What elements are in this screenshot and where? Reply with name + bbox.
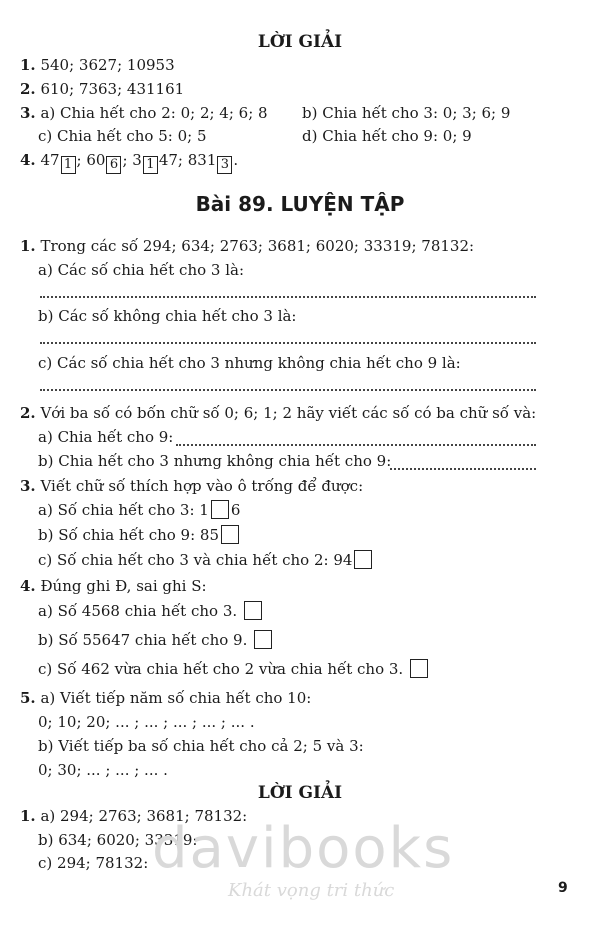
- answer-4-part: 47: [40, 151, 60, 169]
- solutions-heading-2: LỜI GIẢI: [257, 783, 343, 803]
- answer-dotted-line: [390, 468, 536, 470]
- exercise-text: a) Số 4568 chia hết cho 3.: [38, 602, 238, 620]
- exercise-1b: b) Các số không chia hết cho 3 là:: [38, 307, 297, 325]
- empty-answer-box[interactable]: [410, 659, 428, 678]
- empty-answer-box[interactable]: [211, 500, 229, 519]
- lesson-title: Bài 89. LUYỆN TẬP: [195, 192, 405, 216]
- exercise-text: b) Số chia hết cho 9: 85: [38, 526, 220, 544]
- answer-number: 1.: [20, 56, 36, 74]
- answer-3c: c) Chia hết cho 5: 0; 5: [38, 127, 207, 145]
- exercise-text: c) Số chia hết cho 3 và chia hết cho 2: 94: [38, 551, 353, 569]
- solutions-heading-1: LỜI GIẢI: [257, 32, 343, 52]
- answer-2: [20, 79, 184, 99]
- exercise-number: 5.: [20, 689, 36, 707]
- empty-answer-box[interactable]: [254, 630, 272, 649]
- solution-1a: [20, 806, 247, 826]
- exercise-2: [20, 403, 536, 423]
- exercise-text: Trong các số 294; 634; 2763; 3681; 6020; 33319; 78132:: [40, 237, 475, 255]
- filled-box: 1: [61, 156, 76, 174]
- page-number: 9: [558, 880, 568, 896]
- answer-number: 3.: [20, 104, 36, 122]
- solution-number: 1.: [20, 807, 36, 825]
- exercise-number: 3.: [20, 477, 36, 495]
- exercise-3: [20, 476, 363, 496]
- answer-dotted-line: [176, 444, 536, 446]
- answer-3a: a) Chia hết cho 2: 0; 2; 4; 6; 8: [40, 104, 268, 122]
- exercise-text: b) Số 55647 chia hết cho 9.: [38, 631, 248, 649]
- exercise-1a: a) Các số chia hết cho 3 là:: [38, 261, 245, 279]
- solution-1c: c) 294; 78132:: [38, 854, 149, 872]
- exercise-text: 6: [230, 501, 241, 519]
- answer-3: [20, 103, 268, 123]
- exercise-1c: c) Các số chia hết cho 3 nhưng không chia hết cho 9 là:: [38, 354, 461, 372]
- exercise-text: c) Số 462 vừa chia hết cho 2 vừa chia hết cho 3.: [38, 660, 404, 678]
- answer-4-part: .: [233, 151, 239, 169]
- empty-answer-box[interactable]: [244, 601, 262, 620]
- answer-1: [20, 55, 175, 75]
- empty-answer-box[interactable]: [221, 525, 239, 544]
- filled-box: 3: [217, 156, 232, 174]
- exercise-number: 4.: [20, 577, 36, 595]
- filled-box: 6: [106, 156, 121, 174]
- answer-4: [20, 150, 238, 174]
- answer-number: 4.: [20, 151, 36, 169]
- watermark-tagline: Khát vọng tri thức: [228, 880, 395, 901]
- exercise-1: [20, 236, 474, 256]
- exercise-2a: a) Chia hết cho 9:: [38, 428, 174, 446]
- exercise-3a: [38, 500, 240, 520]
- answer-dotted-line: [40, 296, 536, 298]
- exercise-number: 2.: [20, 404, 36, 422]
- exercise-4b: [38, 630, 274, 650]
- exercise-4: [20, 576, 207, 596]
- exercise-3b: [38, 525, 241, 545]
- exercise-text: a) Số chia hết cho 3: 1: [38, 501, 209, 519]
- exercise-3c: [38, 550, 374, 570]
- exercise-5b-sequence: 0; 30; ... ; ... ; ... .: [38, 761, 168, 779]
- solution-text: a) 294; 2763; 3681; 78132:: [40, 807, 248, 825]
- exercise-5: [20, 688, 311, 708]
- exercise-4c: [38, 659, 430, 679]
- empty-answer-box[interactable]: [354, 550, 372, 569]
- watermark-logo: davibooks: [152, 816, 455, 881]
- exercise-text: Đúng ghi Đ, sai ghi S:: [40, 577, 207, 595]
- exercise-number: 1.: [20, 237, 36, 255]
- exercise-2b: b) Chia hết cho 3 nhưng không chia hết cho 9:: [38, 452, 392, 470]
- answer-4-part: 47; 831: [158, 151, 217, 169]
- answer-text: 540; 3627; 10953: [40, 56, 175, 74]
- answer-dotted-line: [40, 342, 536, 344]
- exercise-text: Với ba số có bốn chữ số 0; 6; 1; 2 hãy viết các số có ba chữ số và:: [40, 404, 537, 422]
- exercise-4a: [38, 601, 264, 621]
- answer-text: 610; 7363; 431161: [40, 80, 185, 98]
- answer-number: 2.: [20, 80, 36, 98]
- solution-1b: b) 634; 6020; 33319:: [38, 831, 198, 849]
- answer-4-part: ; 60: [76, 151, 106, 169]
- exercise-text: a) Viết tiếp năm số chia hết cho 10:: [40, 689, 312, 707]
- answer-3b: b) Chia hết cho 3: 0; 3; 6; 9: [302, 104, 511, 122]
- answer-3d: d) Chia hết cho 9: 0; 9: [302, 127, 472, 145]
- exercise-5b: b) Viết tiếp ba số chia hết cho cả 2; 5 và 3:: [38, 737, 364, 755]
- exercise-5a-sequence: 0; 10; 20; ... ; ... ; ... ; ... ; ... .: [38, 713, 255, 731]
- answer-4-part: ; 3: [122, 151, 142, 169]
- filled-box: 1: [143, 156, 158, 174]
- exercise-text: Viết chữ số thích hợp vào ô trống để được:: [40, 477, 364, 495]
- answer-dotted-line: [40, 389, 536, 391]
